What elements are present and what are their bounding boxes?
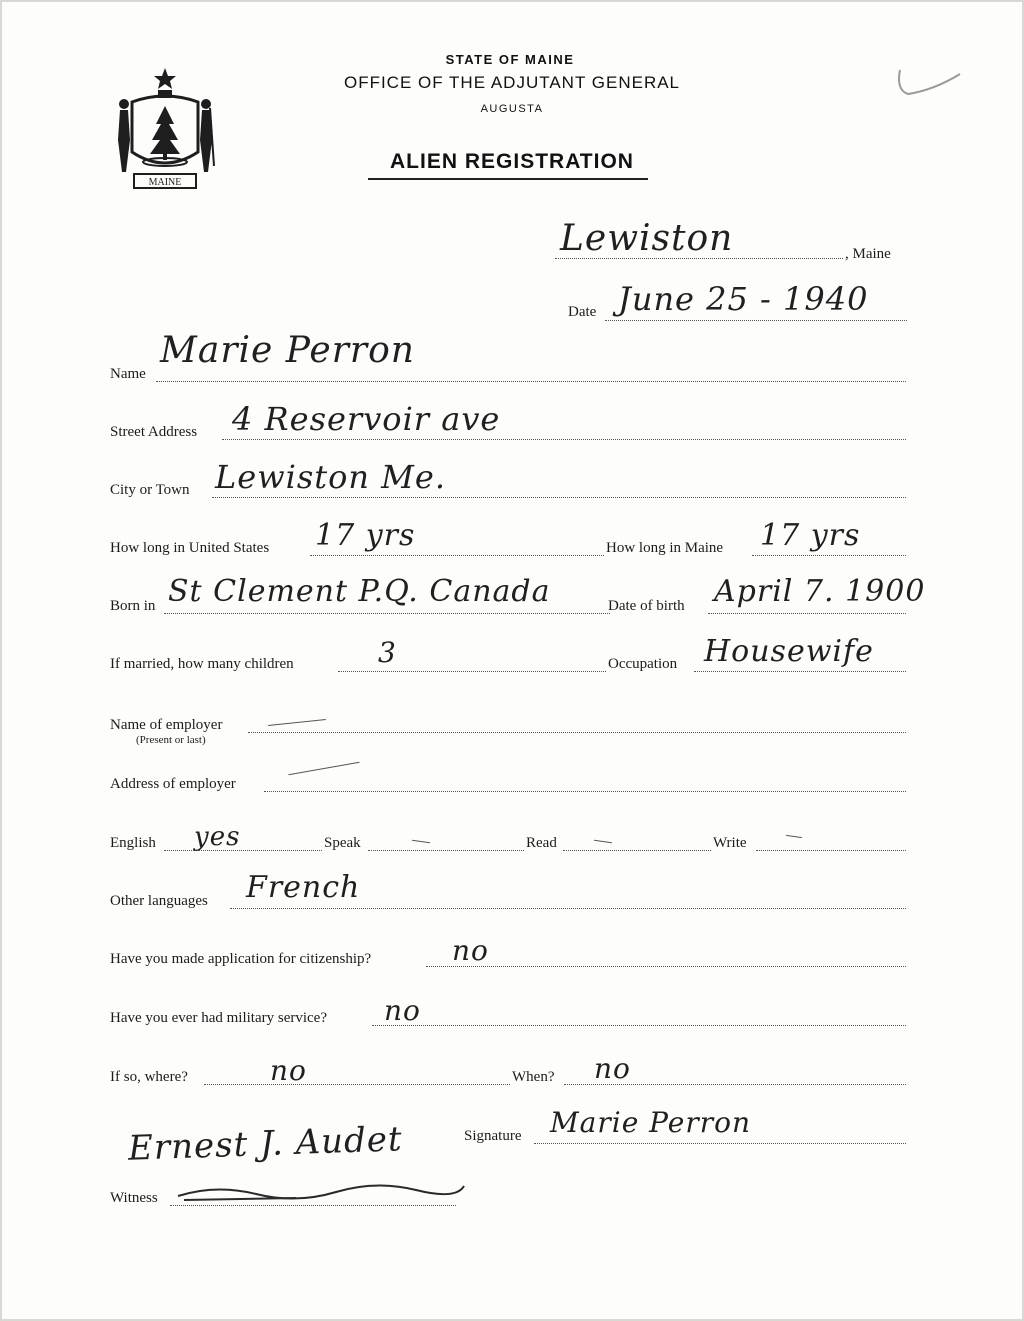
speak-line — [368, 850, 524, 851]
how-long-us-value: 17 yrs — [315, 518, 416, 553]
children-value: 3 — [378, 636, 397, 669]
if-so-where-line — [204, 1084, 510, 1085]
citizenship-label: Have you made application for citizenship? — [110, 951, 372, 967]
citizenship-value: no — [452, 934, 489, 967]
english-value: yes — [194, 822, 241, 852]
date-label: Date — [568, 304, 597, 320]
military-label: Have you ever had military service? — [110, 1010, 327, 1026]
corner-check-mark-icon — [894, 66, 964, 100]
employer-address-label: Address of employer — [110, 776, 236, 792]
witness-line — [170, 1205, 456, 1206]
read-dash — [594, 840, 612, 843]
signature-label: Signature — [464, 1128, 522, 1144]
when-line — [564, 1084, 906, 1085]
name-line — [156, 381, 906, 382]
how-long-maine-line — [752, 555, 906, 556]
street-line — [222, 439, 906, 440]
read-label: Read — [526, 835, 557, 851]
employer-address-line — [264, 791, 906, 792]
employer-name-sublabel: (Present or last) — [136, 734, 206, 746]
witness-label: Witness — [110, 1190, 158, 1206]
header-city: AUGUSTA — [480, 103, 544, 115]
when-value: no — [594, 1052, 631, 1085]
street-value: 4 Reservoir ave — [232, 400, 501, 438]
speak-label: Speak — [324, 835, 361, 851]
english-line — [164, 850, 322, 851]
other-languages-value: French — [246, 870, 361, 905]
header-state: STATE OF MAINE — [445, 52, 575, 67]
form-title: ALIEN REGISTRATION — [390, 150, 634, 173]
children-label: If married, how many children — [110, 656, 294, 672]
how-long-maine-value: 17 yrs — [760, 518, 861, 553]
city-line — [212, 497, 906, 498]
if-so-where-value: no — [270, 1054, 307, 1087]
speak-dash — [412, 840, 430, 843]
date-of-birth-value: April 7. 1900 — [714, 574, 926, 609]
english-label: English — [110, 835, 156, 851]
born-in-value: St Clement P.Q. Canada — [168, 574, 551, 609]
occupation-label: Occupation — [608, 656, 678, 672]
witness-strikethrough — [176, 1178, 466, 1206]
name-label: Name — [110, 366, 146, 382]
seal-banner-text: MAINE — [148, 177, 182, 188]
write-dash — [786, 835, 802, 838]
title-underline — [368, 178, 648, 180]
children-line — [338, 671, 606, 672]
city-value: Lewiston Me. — [215, 458, 447, 496]
location-value: Lewiston — [560, 218, 734, 259]
city-label: City or Town — [110, 482, 190, 498]
location-line — [555, 258, 843, 259]
born-in-label: Born in — [110, 598, 156, 614]
signature-value: Marie Perron — [550, 1106, 751, 1139]
how-long-us-line — [310, 555, 604, 556]
citizenship-line — [426, 966, 906, 967]
occupation-line — [694, 671, 906, 672]
witness-signature: Ernest J. Audet — [127, 1119, 404, 1169]
other-languages-label: Other languages — [110, 893, 208, 909]
date-of-birth-label: Date of birth — [608, 598, 685, 614]
when-label: When? — [512, 1069, 555, 1085]
write-line — [756, 850, 906, 851]
location-suffix: , Maine — [845, 246, 891, 262]
born-in-line — [164, 613, 610, 614]
name-value: Marie Perron — [160, 330, 415, 371]
how-long-us-label: How long in United States — [110, 540, 270, 556]
employer-name-line — [248, 732, 906, 733]
write-label: Write — [713, 835, 747, 851]
date-of-birth-line — [708, 613, 906, 614]
read-line — [563, 850, 711, 851]
date-line — [605, 320, 907, 321]
other-languages-line — [230, 908, 906, 909]
occupation-value: Housewife — [704, 634, 874, 669]
military-line — [372, 1025, 906, 1026]
employer-name-dash — [268, 719, 326, 726]
military-value: no — [384, 994, 421, 1027]
signature-line — [534, 1143, 906, 1144]
street-label: Street Address — [110, 424, 198, 440]
employer-address-dash — [288, 762, 359, 775]
header-office: OFFICE OF THE ADJUTANT GENERAL — [343, 73, 681, 92]
employer-name-label: Name of employer — [110, 717, 223, 733]
if-so-where-label: If so, where? — [110, 1069, 188, 1085]
date-value: June 25 - 1940 — [618, 280, 869, 318]
how-long-maine-label: How long in Maine — [606, 540, 724, 556]
